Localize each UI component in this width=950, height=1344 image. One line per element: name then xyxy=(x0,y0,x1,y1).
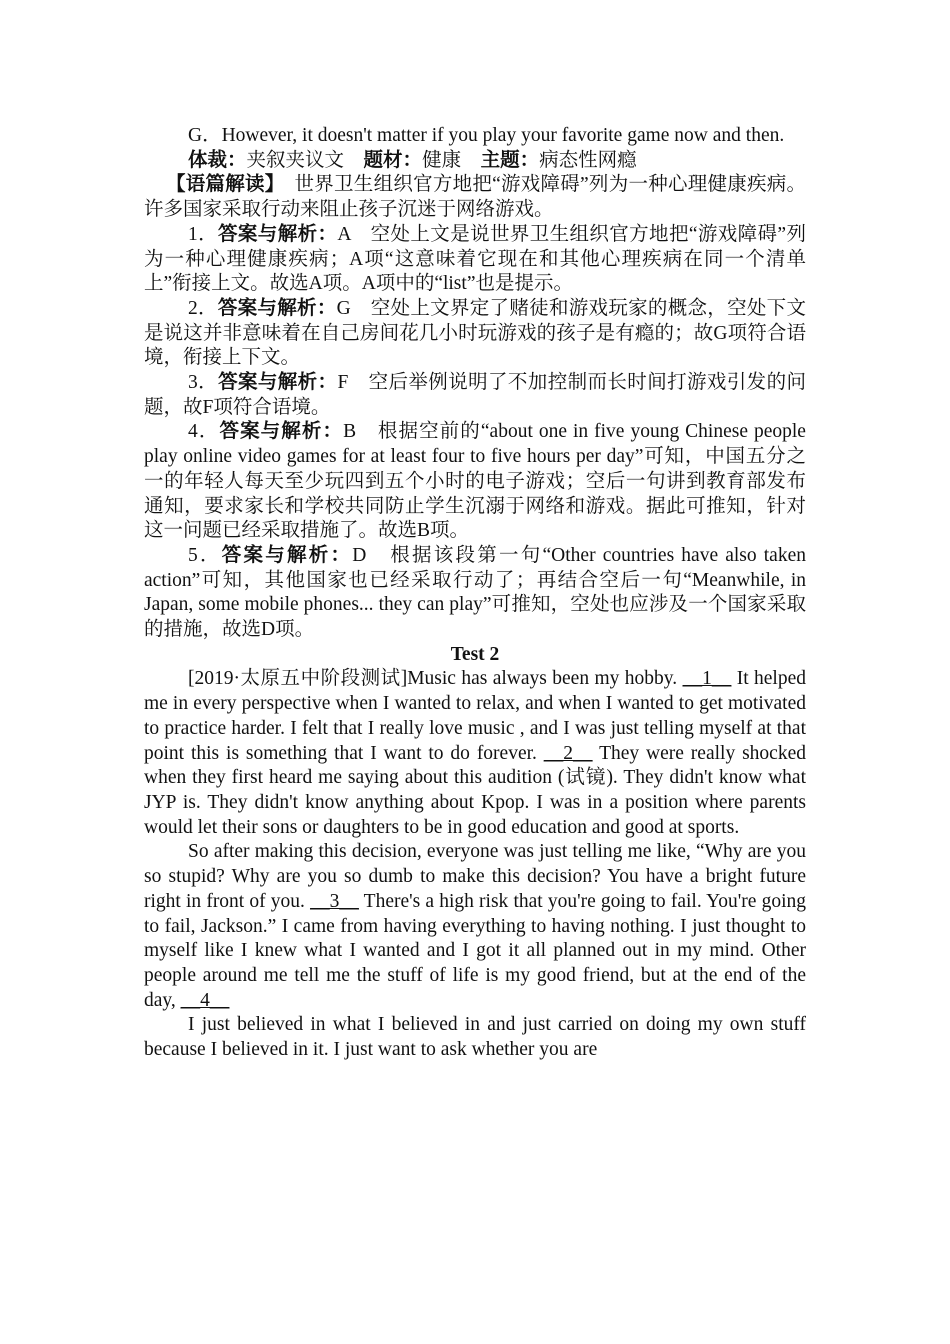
answer-3 xyxy=(144,371,806,420)
answer-5 xyxy=(144,544,806,643)
answer-text: F 空后举例说明了不加控制而长时间打游戏引发的问题，故F项符合语境。 xyxy=(144,372,806,418)
paragraph-text: [2019·太原五中阶段测试]Music has always been my hobby. xyxy=(188,668,683,690)
genre-label: 体裁： xyxy=(188,149,247,171)
option-g: G．However, it doesn't matter if you play your favorite game now and then. xyxy=(188,125,785,146)
answer-number: 1． xyxy=(188,223,219,245)
answer-number: 3． xyxy=(188,372,219,394)
passage-meta xyxy=(144,149,806,174)
blank-1: __1__ xyxy=(682,668,732,690)
theme-value: 病态性网瘾 xyxy=(539,149,637,171)
paragraph-text: So after making this decision, everyone was just telling me like, “Why are you so stupid? Why are you so dumb to make this decision? You have a bright future right in front of you. xyxy=(144,841,806,912)
answer-label: 答案与解析： xyxy=(217,297,337,319)
section-title: Test 2 xyxy=(450,643,500,665)
answer-label: 答案与解析： xyxy=(218,223,338,245)
paragraph-text: There's a high risk that you're going to fail. You're going to fail, Jackson.” I came from having everything to having nothing. I just thought to myself like I knew what I wanted and I got it all planned out in my mind. Other people around me tell me the stuff of life is my good friend, but at the end of the day, xyxy=(144,890,806,1011)
answer-text: D 根据该段第一句“Other countries have also taken action”可知，其他国家也已经采取行动了；再结合空后一句“Meanwhile, in Japan, some mobile phones... they can play”可推知，空处也应涉及一个国家采取的措施，故选D项。 xyxy=(144,544,806,641)
answer-text: B 根据空前的“about one in five young Chinese people play online video games for at least four to five hours per day”可知，中国五分之一的年轻人每天至少玩四到五个小时的电子游戏；空后一句讲到教育部发布通知，要求家长和学校共同防止学生沉溺于网络和游戏。据此可推知，针对这一问题已经采取措施了。故选B项。 xyxy=(144,421,806,542)
topic-value: 健康 xyxy=(422,149,462,171)
document-page xyxy=(144,124,806,1063)
topic-label: 题材： xyxy=(363,149,423,171)
answer-1 xyxy=(144,223,806,297)
summary-text: 世界卫生组织官方地把“游戏障碍”列为一种心理健康疾病。许多国家采取行动来阻止孩子沉迷于网络游戏。 xyxy=(144,174,806,221)
blank-3: __3__ xyxy=(310,890,359,912)
answer-number: 4． xyxy=(188,421,220,443)
passage-summary xyxy=(144,173,806,222)
paragraph-text: They were really shocked when they first heard me saying about this audition (试镜). They didn't know what JYP is. They didn't know anything about Kpop. I was in a position where parents would let their sons or daughters to be in good education and good at sports. xyxy=(144,742,806,838)
answer-number: 5． xyxy=(188,544,222,566)
theme-label: 主题： xyxy=(480,149,540,171)
answer-text: G 空处上文界定了赌徒和游戏玩家的概念，空处下文是说这并非意味着在自己房间花几小时玩游戏的孩子是有瘾的；故G项符合语境，衔接上下文。 xyxy=(144,297,806,369)
paragraph-text: It helped me in every perspective when I wanted to relax, and when I wanted to get motivated to practice harder. I felt that I really love music , and I was just telling myself at that point this is something that I want to do forever. xyxy=(144,668,806,764)
answer-4 xyxy=(144,420,806,544)
answer-label: 答案与解析： xyxy=(218,372,338,394)
answer-label: 答案与解析： xyxy=(221,544,353,566)
answer-2 xyxy=(144,297,806,371)
answer-label: 答案与解析： xyxy=(219,421,344,443)
answer-text: A 空处上文是说世界卫生组织官方地把“游戏障碍”列为一种心理健康疾病；A项“这意味着它现在和其他心理疾病在同一个清单上”衔接上文。故选A项。A项中的“list”也是提示。 xyxy=(144,223,806,295)
blank-4: __4__ xyxy=(180,989,230,1011)
test2-paragraph-2 xyxy=(144,840,806,1013)
genre-value: 夹叙夹议文 xyxy=(246,149,345,171)
test2-paragraph-3: I just believed in what I believed in and just carried on doing my own stuff because I believed in it. I just want to ask whether you are xyxy=(144,1014,806,1061)
test2-paragraph-1 xyxy=(144,667,806,840)
blank-2: __2__ xyxy=(543,742,593,764)
answer-number: 2． xyxy=(188,297,218,319)
summary-label: 【语篇解读】 xyxy=(166,174,275,196)
